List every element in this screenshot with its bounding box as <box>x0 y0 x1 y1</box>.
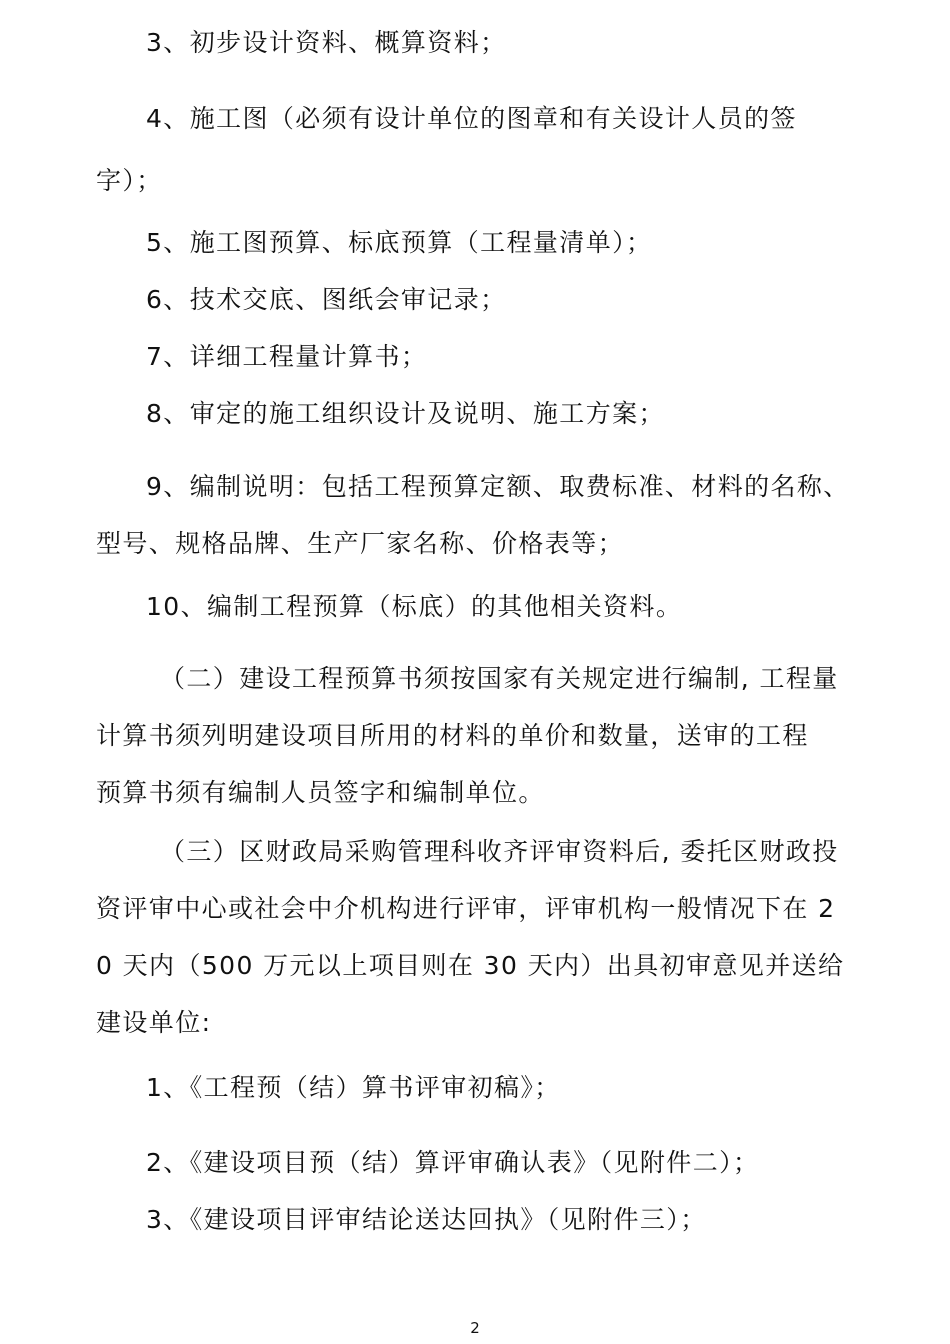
section-3-paragraph-line-3: 0 天内（500 万元以上项目则在 30 天内）出具初审意见并送给 <box>96 951 845 980</box>
list-item-4: 4、施工图（必须有设计单位的图章和有关设计人员的签 <box>146 104 797 133</box>
page-number: 2 <box>470 1319 480 1337</box>
section-3-paragraph: （三）区财政局采购管理科收齐评审资料后, 委托区财政投 <box>160 837 839 866</box>
list-item-10: 10、编制工程预算（标底）的其他相关资料。 <box>146 592 683 621</box>
section-3-paragraph-line-2: 资评审中心或社会中介机构进行评审，评审机构一般情况下在 2 <box>96 894 836 923</box>
list-item-9-continued: 型号、规格品牌、生产厂家名称、价格表等； <box>96 529 625 558</box>
list-item-6: 6、技术交底、图纸会审记录； <box>146 285 507 314</box>
document-item-1: 1、《工程预（结）算书评审初稿》； <box>146 1073 561 1102</box>
section-2-paragraph: （二）建设工程预算书须按国家有关规定进行编制, 工程量 <box>160 664 839 693</box>
section-3-paragraph-line-4: 建设单位: <box>96 1008 212 1037</box>
list-item-8: 8、审定的施工组织设计及说明、施工方案； <box>146 399 665 428</box>
list-item-7: 7、详细工程量计算书； <box>146 342 428 371</box>
document-item-2: 2、《建设项目预（结）算评审确认表》（见附件二）； <box>146 1148 760 1177</box>
list-item-4-continued: 字）； <box>96 166 163 195</box>
list-item-5: 5、施工图预算、标底预算（工程量清单）； <box>146 228 653 257</box>
document-item-3: 3、《建设项目评审结论送达回执》（见附件三）； <box>146 1205 707 1234</box>
section-2-paragraph-line-3: 预算书须有编制人员签字和编制单位。 <box>96 778 545 807</box>
section-2-paragraph-line-2: 计算书须列明建设项目所用的材料的单价和数量，送审的工程 <box>96 721 809 750</box>
list-item-3: 3、初步设计资料、概算资料； <box>146 28 507 57</box>
list-item-9: 9、编制说明：包括工程预算定额、取费标准、材料的名称、 <box>146 472 850 501</box>
